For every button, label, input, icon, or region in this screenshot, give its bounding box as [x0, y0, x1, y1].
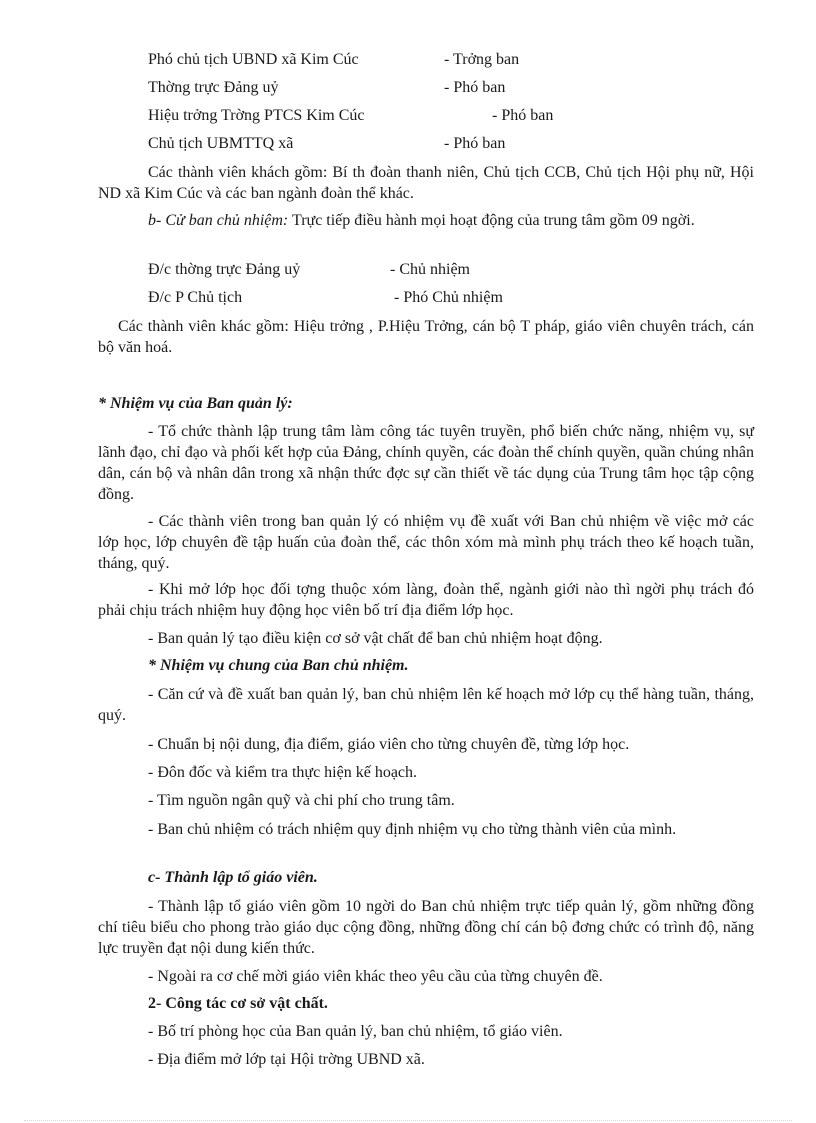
committee-name: Hiệu trởng Trờng PTCS Kim Cúc — [148, 107, 365, 124]
board-duty-paragraph: - Đôn đốc và kiểm tra thực hiện kế hoạch. — [148, 764, 418, 781]
teachers-group-heading: c- Thành lập tổ giáo viên. — [148, 869, 318, 886]
b-section-text: Trực tiếp điều hành mọi hoạt động của trung tâm gồm 09 ngời. — [288, 212, 695, 229]
committee-row — [148, 78, 278, 98]
management-duty-paragraph: - Tổ chức thành lập trung tâm làm công tác tuyên truyền, phổ biến chức năng, nhiệm vụ, sự lãnh đạo, chỉ đạo và phối kết hợp của Đảng, chính quyền, các đoàn thể chính quyền, quần chúng nhân dân, cán bộ và nhân dân trong xã nhận thức đợc sự cần thiết về tác dụng của Trung tâm học tập cộng đồng. — [98, 423, 754, 503]
management-duties-heading: * Nhiệm vụ của Ban quản lý: — [98, 395, 293, 412]
facility-line: - Bố trí phòng học của Ban quản lý, ban chủ nhiệm, tổ giáo viên. — [148, 1023, 563, 1040]
board-duty-paragraph: - Chuẩn bị nội dung, địa điểm, giáo viên cho từng chuyên đề, từng lớp học. — [148, 736, 630, 753]
committee-role: - Phó ban — [444, 79, 506, 96]
board-role: - Phó Chủ nhiệm — [394, 289, 503, 306]
board-duty-paragraph: - Tìm nguồn ngân quỹ và chi phí cho trung tâm. — [148, 792, 455, 809]
board-members-paragraph: Các thành viên khác gồm: Hiệu trởng , P.Hiệu Trởng, cán bộ T pháp, giáo viên chuyên trách, cán bộ văn hoá. — [98, 318, 754, 356]
page-bottom-rule — [24, 1120, 792, 1121]
committee-role: - Trởng ban — [444, 51, 520, 68]
facility-heading: 2- Công tác cơ sở vật chất. — [148, 995, 328, 1012]
committee-name: Thờng trực Đảng uỷ — [148, 79, 279, 96]
facility-line: - Địa điểm mở lớp tại Hội trờng UBND xã. — [148, 1051, 425, 1068]
committee-name: Phó chủ tịch UBND xã Kim Cúc — [148, 51, 359, 68]
management-duty-paragraph: - Ban quản lý tạo điều kiện cơ sở vật chất để ban chủ nhiệm hoạt động. — [148, 630, 603, 647]
board-duties-heading: * Nhiệm vụ chung của Ban chủ nhiệm. — [148, 657, 409, 674]
members-paragraph: Các thành viên khách gồm: Bí th đoàn thanh niên, Chủ tịch CCB, Chủ tịch Hội phụ nữ, Hội ND xã Kim Cúc và các ban ngành đoàn thể khác. — [98, 164, 754, 202]
board-duty-paragraph: - Căn cứ và đề xuất ban quản lý, ban chủ nhiệm lên kế hoạch mở lớp cụ thể hàng tuần, tháng, quý. — [98, 686, 754, 724]
board-duty-paragraph: - Ban chủ nhiệm có trách nhiệm quy định nhiệm vụ cho từng thành viên của mình. — [148, 821, 677, 838]
board-name: Đ/c P Chủ tịch — [148, 289, 243, 306]
board-row — [148, 288, 242, 308]
committee-role: - Phó ban — [444, 135, 506, 152]
committee-row — [148, 50, 359, 70]
b-section-label: b- Cử ban chủ nhiệm: — [148, 212, 289, 229]
committee-row — [148, 134, 293, 154]
committee-role: - Phó ban — [492, 107, 554, 124]
committee-row — [148, 106, 365, 126]
management-duty-paragraph: - Khi mở lớp học đối tợng thuộc xóm làng, đoàn thể, ngành giới nào thì ngời phụ trách đó phải chịu trách nhiệm huy động học viên bố trí địa điểm lớp học. — [98, 581, 754, 619]
board-name: Đ/c thờng trực Đảng uỷ — [148, 261, 301, 278]
management-duty-paragraph: - Các thành viên trong ban quản lý có nhiệm vụ đề xuất với Ban chủ nhiệm về việc mở các lớp học, lớp chuyên đề tập huấn của đoàn thể, các thôn xóm mà mình phụ trách theo kế hoạch tuần, tháng, quý. — [98, 513, 754, 572]
b-section-paragraph — [98, 210, 754, 231]
committee-name: Chủ tịch UBMTTQ xã — [148, 135, 294, 152]
teachers-group-paragraph: - Thành lập tổ giáo viên gồm 10 ngời do Ban chủ nhiệm trực tiếp quản lý, gồm những đồng chí tiêu biểu cho phong trào giáo dục cộng đồng, những đồng chí cán bộ đơng chức có trình độ, năng lực truyền đạt nội dung kiến thức. — [98, 898, 754, 957]
board-role: - Chủ nhiệm — [390, 261, 470, 278]
teachers-group-paragraph: - Ngoài ra cơ chế mời giáo viên khác theo yêu cầu của từng chuyên đề. — [148, 968, 603, 985]
board-row — [148, 260, 300, 280]
